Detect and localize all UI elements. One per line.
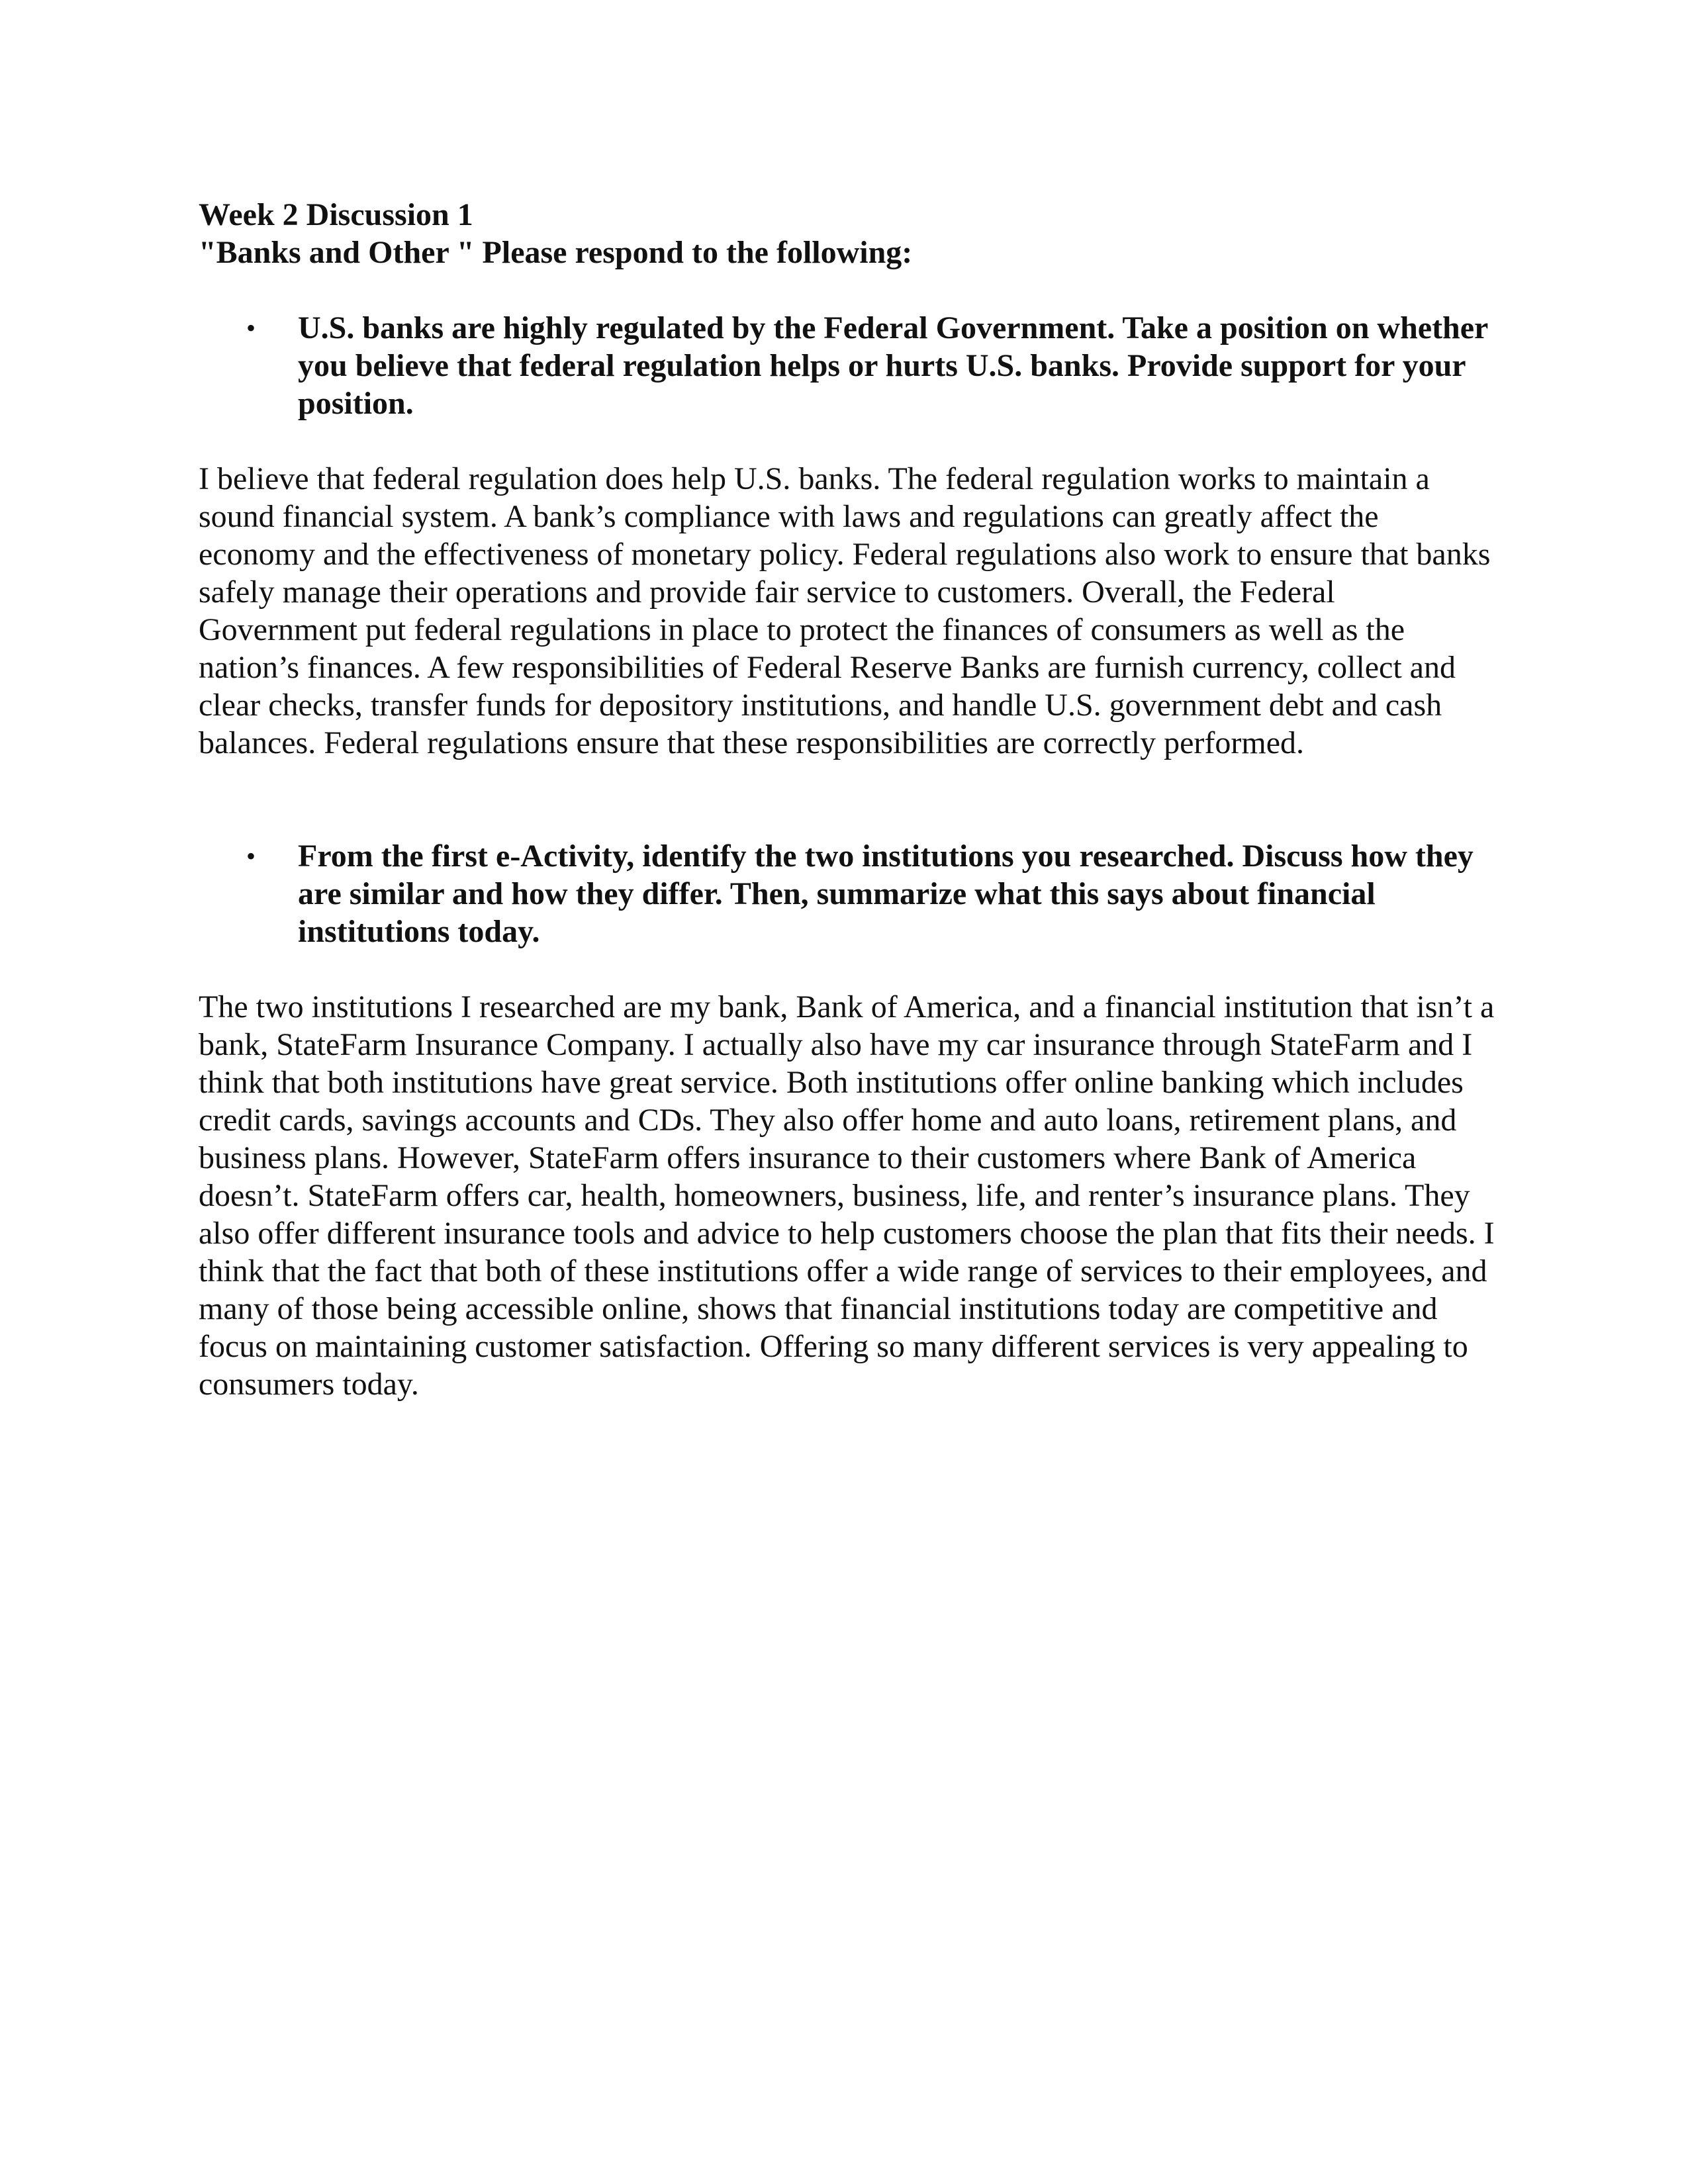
document-subtitle: "Banks and Other " Please respond to the following: [199, 235, 913, 270]
document-page [199, 196, 1496, 1403]
bullet-icon: • [246, 841, 256, 871]
question-2 [199, 837, 1496, 950]
question-1 [199, 309, 1496, 422]
section-spacer [199, 762, 1496, 799]
bullet-icon: • [246, 313, 256, 343]
document-title: Week 2 Discussion 1 [199, 197, 473, 232]
document-heading [199, 196, 1496, 271]
answer-1: I believe that federal regulation does help U.S. banks. The federal regulation works to maintain a sound financial system. A bank’s compliance with laws and regulations can greatly affect the economy and the effectiveness of monetary policy. Federal regulations also work to ensure that banks safely manage their operations and provide fair service to customers. Overall, the Federal Government put federal regulations in place to protect the finances of consumers as well as the nation’s finances. A few responsibilities of Federal Reserve Banks are furnish currency, collect and clear checks, transfer funds for depository institutions, and handle U.S. government debt and cash balances. Federal regulations ensure that these responsibilities are correctly performed. [199, 461, 1491, 760]
question-2-text: From the first e-Activity, identify the two institutions you researched. Discuss how they are similar and how they differ. Then, summarize what this says about financial institutions today. [298, 839, 1474, 949]
question-1-text: U.S. banks are highly regulated by the Federal Government. Take a position on whether you believe that federal regulation helps or hurts U.S. banks. Provide support for your position. [298, 310, 1488, 421]
answer-2: The two institutions I researched are my bank, Bank of America, and a financial institution that isn’t a bank, StateFarm Insurance Company. I actually also have my car insurance through StateFarm and I think that both institutions have great service. Both institutions offer online banking which includes credit cards, savings accounts and CDs. They also offer home and auto loans, retirement plans, and business plans. However, StateFarm offers insurance to their customers where Bank of America doesn’t. StateFarm offers car, health, homeowners, business, life, and renter’s insurance plans. They also offer different insurance tools and advice to help customers choose the plan that fits their needs. I think that the fact that both of these institutions offer a wide range of services to their employees, and many of those being accessible online, shows that financial institutions today are competitive and focus on maintaining customer satisfaction. Offering so many different services is very appealing to consumers today. [199, 989, 1495, 1402]
